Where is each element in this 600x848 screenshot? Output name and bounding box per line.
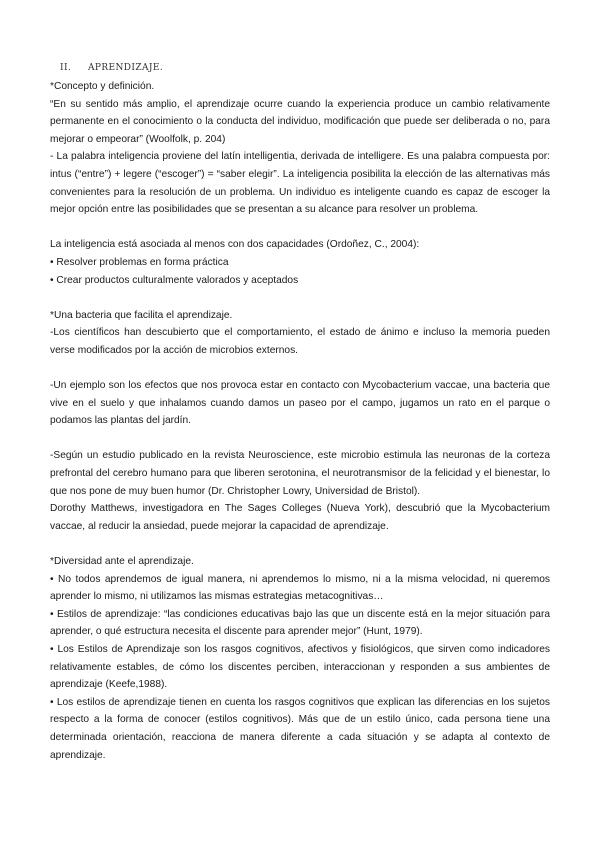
inteligencia-definition: - La palabra inteligencia proviene del latín intelligentia, derivada de intelligere. Es una palabra compuesta por: intus (“entre”) + legere (“escoger”) = “saber elegir”. La inteligencia posibilita la elección de las alternativas más convenientes para la resolución de un problema. Un individuo es inteligente cuando es capaz de escoger la mejor opción entre las posibilidades que se presentan a su alcance para resolver un problema. bbox=[50, 151, 550, 216]
section-heading bbox=[60, 58, 550, 78]
capacidades-intro: La inteligencia está asociada al menos con dos capacidades (Ordoñez, C., 2004): bbox=[50, 239, 420, 251]
bacteria-paragraph: -Los científicos han descubierto que el comportamiento, el estado de ánimo e incluso la memoria pueden verse modificados por la acción de microbios externos. bbox=[50, 327, 550, 356]
diversidad-item: • Los Estilos de Aprendizaje son los rasgos cognitivos, afectivos y fisiológicos, que sirven como indicadores relativamente estables, de cómo los discentes perciben, interaccionan y responden a sus ambientes de aprendizaje (Keefe,1988). bbox=[50, 644, 550, 691]
spacer bbox=[50, 219, 550, 237]
bacteria-paragraph: Dorothy Matthews, investigadora en The Sages Colleges (Nueva York), descubrió que la Mycobacterium vaccae, al reducir la ansiedad, puede mejorar la capacidad de aprendizaje. bbox=[50, 503, 550, 532]
diversidad-title: *Diversidad ante el aprendizaje. bbox=[50, 556, 194, 568]
concepto-quote: “En su sentido más amplio, el aprendizaje ocurre cuando la experiencia produce un cambio relativamente permanente en el conocimiento o la conducta del individuo, modificación que puede ser deliberada o no, para mejorar o empeorar” (Woolfolk, p. 204) bbox=[50, 98, 550, 145]
spacer bbox=[50, 430, 550, 448]
capacidad-item: • Resolver problemas en forma práctica bbox=[50, 256, 229, 268]
diversidad-item: • No todos aprendemos de igual manera, ni aprendemos lo mismo, ni a la misma velocidad, ni queremos aprender lo mismo, ni utilizamos las mismas estrategias metacognitivas… bbox=[50, 573, 550, 603]
capacidad-item: • Crear productos culturalmente valorados y aceptados bbox=[50, 274, 299, 286]
page-content bbox=[50, 58, 550, 764]
spacer bbox=[50, 535, 550, 553]
diversidad-item: • Estilos de aprendizaje: “las condiciones educativas bajo las que un discente está en la mejor situación para aprender, o qué estructura necesita el discente para aprender mejor” (Hunt, 1979). bbox=[50, 608, 550, 638]
bacteria-paragraph: -Un ejemplo son los efectos que nos provoca estar en contacto con Mycobacterium vaccae, una bacteria que vive en el suelo y que inhalamos cuando damos un paseo por el campo, jugamos un rato en el parque o podamos las plantas del jardín. bbox=[50, 380, 550, 427]
bacteria-title: *Una bacteria que facilita el aprendizaje. bbox=[50, 309, 233, 321]
concepto-title: *Concepto y definición. bbox=[50, 81, 155, 92]
spacer bbox=[50, 289, 550, 307]
section-title: APRENDIZAJE. bbox=[88, 63, 164, 73]
spacer bbox=[50, 360, 550, 378]
diversidad-item: • Los estilos de aprendizaje tienen en cuenta los rasgos cognitivos que explican las diferencias en los sujetos respecto a la forma de conocer (estilos cognitivos). Más que de un estilo único, cada persona tiene una determinada orientación, reacciona de manera diferente a cada situación y se adapta al contexto de aprendizaje. bbox=[50, 696, 550, 761]
section-number: II. bbox=[60, 63, 72, 73]
bacteria-paragraph: -Según un estudio publicado en la revista Neuroscience, este microbio estimula las neuronas de la corteza prefrontal del cerebro humano para que liberen serotonina, el neurotransmisor de la felicidad y el bienestar, lo que nos pone de muy buen humor (Dr. Christopher Lowry, Universidad de Bristol). bbox=[50, 450, 550, 497]
